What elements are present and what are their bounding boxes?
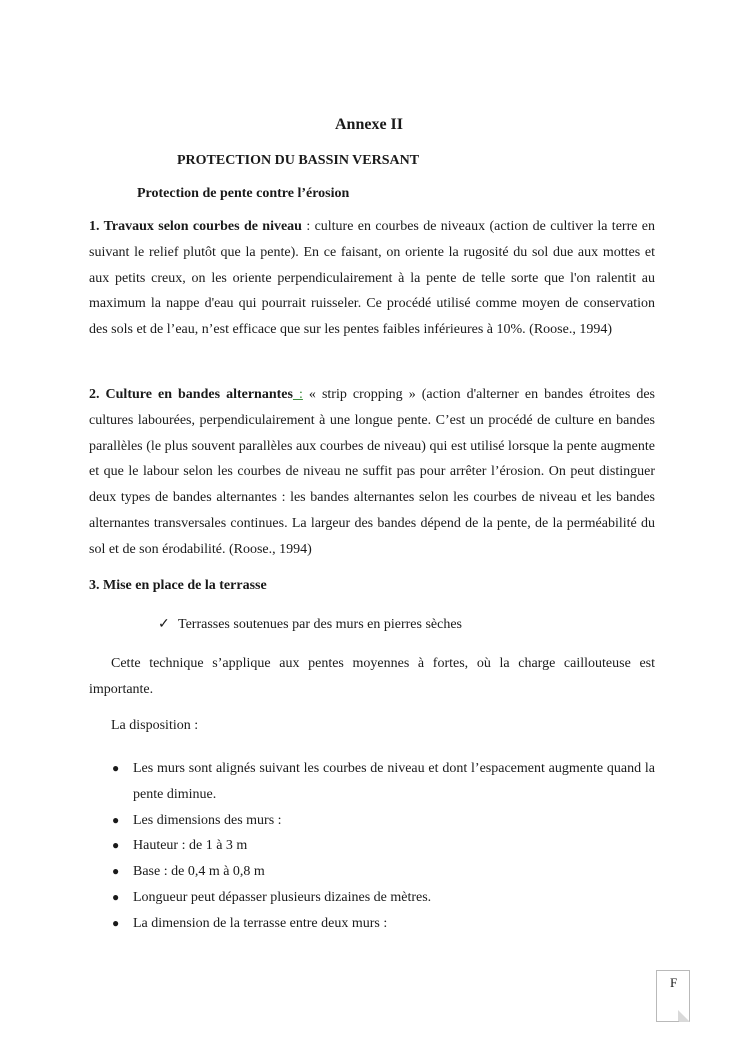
bullet-dot-icon: ● [112, 915, 120, 930]
bullet-dot-icon: ● [112, 889, 120, 904]
folded-corner-icon [678, 1010, 690, 1022]
list-item: ● Base : de 0,4 m à 0,8 m [111, 859, 655, 885]
check-item-label: Terrasses soutenues par des murs en pierres sèches [178, 617, 462, 632]
list-item: ● Hauteur : de 1 à 3 m [111, 833, 655, 859]
technique-paragraph: Cette technique s’applique aux pentes moyennes à fortes, où la charge caillouteuse est importante. [89, 656, 655, 697]
item-1-lead: 1. Travaux selon courbes de niveau [89, 219, 302, 234]
disposition-label: La disposition : [111, 718, 199, 733]
item-3-heading: 3. Mise en place de la terrasse [89, 578, 267, 593]
bullet-list [111, 756, 655, 937]
item-1-text: culture en courbes de niveaux (action de cultiver la terre en suivant le relief plutôt que la pente). En ce faisant, on oriente la rugosité du sol due aux mottes et aux petits creux, on les oriente perpendiculairement à la pente de telle sorte que l'on ralentit au maximum la nappe d'eau qui pourrait ruisseler. Ce procédé utilisé comme moyen de conservation des sols et de l’eau, n’est efficace que sur les pentes faibles inférieures à 10%. (Roose., 1994) [89, 219, 656, 338]
list-item: ● Les murs sont alignés suivant les courbes de niveau et dont l’espacement augmente quand la pente diminue. [111, 756, 655, 808]
bullet-dot-icon: ● [112, 812, 120, 827]
check-list-item [158, 616, 462, 633]
page-title: Annexe II [335, 116, 404, 133]
check-mark-icon: ✓ [158, 617, 170, 632]
document-subtitle: PROTECTION DU BASSIN VERSANT [177, 153, 420, 168]
item-1-separator: : [301, 219, 311, 234]
paragraph-item-1 [89, 214, 655, 343]
bullet-dot-icon: ● [112, 838, 120, 853]
list-item: ● Longueur peut dépasser plusieurs dizaines de mètres. [111, 885, 655, 911]
section-heading: Protection de pente contre l’érosion [137, 186, 350, 201]
list-item: ● La dimension de la terrasse entre deux murs : [111, 911, 655, 937]
bullet-dot-icon: ● [112, 761, 120, 775]
page-tab-label: F [670, 975, 678, 990]
item-2-text: « strip cropping » (action d'alterner en bandes étroites des cultures labourées, perpendiculairement à une longue pente. C’est un procédé de culture en bandes parallèles (le plus souvent parallèles aux courbes de niveau) qui est utilisé lorsque la pente augmente et que le labour selon les courbes de niveau ne suffit pas pour arrêter l’érosion. On peut distinguer deux types de bandes alternantes : les bandes alternantes selon les courbes de niveau et les bandes alternantes transversales continues. La largeur des bandes dépend de la pente, de la perméabilité du sol et de son érodabilité. (Roose., 1994) [89, 387, 655, 557]
bullet-dot-icon: ● [112, 864, 120, 879]
list-item: ● Les dimensions des murs : [111, 808, 655, 834]
paragraph-item-2 [89, 382, 655, 563]
page-corner-tab[interactable] [656, 970, 690, 1022]
item-2-separator: : [292, 387, 303, 402]
item-2-lead: 2. Culture en bandes alternantes [89, 387, 293, 402]
